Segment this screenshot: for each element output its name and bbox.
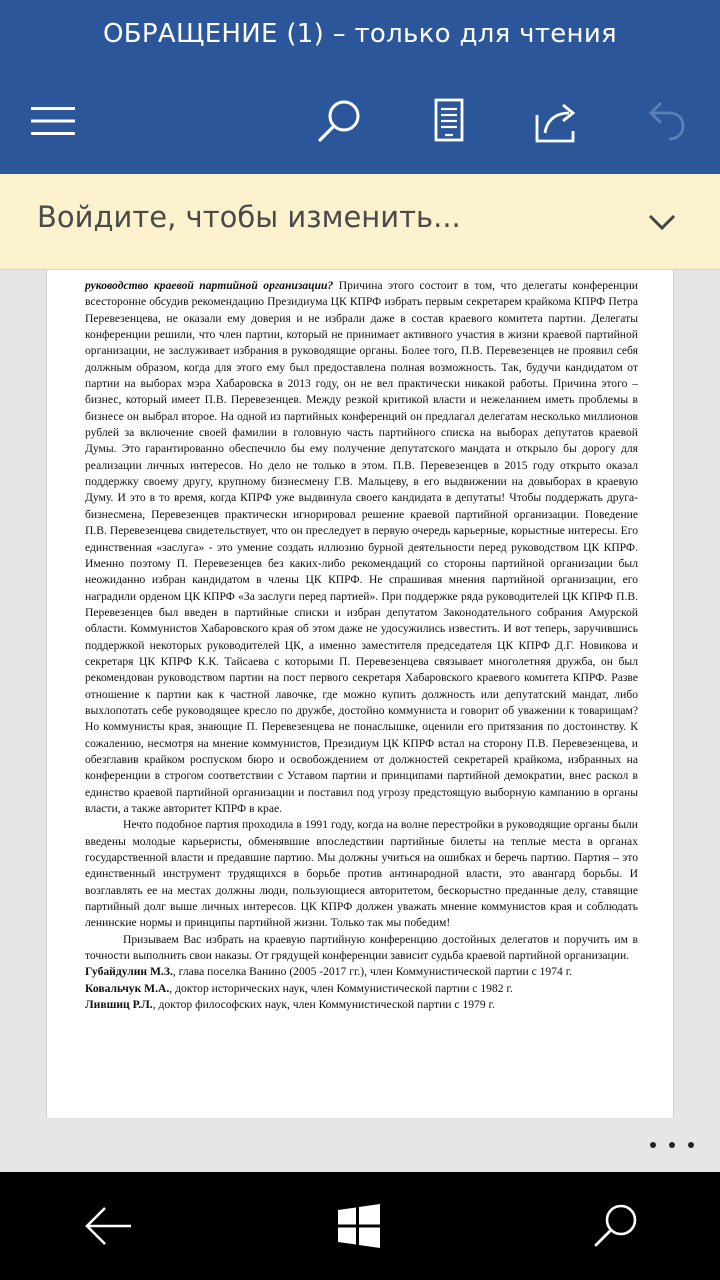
menu-icon — [29, 104, 77, 138]
search-button-system[interactable] — [584, 1194, 648, 1258]
document-body — [85, 278, 638, 1013]
menu-button[interactable] — [18, 86, 88, 156]
window-title: ОБРАЩЕНИЕ (1) – только для чтения — [0, 0, 720, 68]
search-button[interactable] — [305, 86, 375, 156]
undo-icon — [641, 97, 689, 145]
sign-in-prompt[interactable]: Войдите, чтобы изменить... — [37, 200, 461, 234]
start-button[interactable] — [327, 1194, 391, 1258]
app-toolbar — [0, 68, 720, 174]
paragraph-1-text: Причина этого состоит в том, что делегаты конференции всесторонне обсудив рекомендацию Президиума ЦК КПРФ избрать первым секретарем крайкома КПРФ Петра Перевезенцева, не оказали ему доверия и не избрали даже в состав краевого комитета партии. Делегаты конференции решили, что член партии, который не принимает активного участия в жизни краевой партийной организации, не заслуживает избрания в руководящие органы. Более того, П.В. Перевезенцев не проявил себя должным образом, когда для этого ему был предоставлена полная возможность. Так, будучи кандидатом от партии на выборах мэра Хабаровска в 2013 году, он не вел практически никакой работы. Причина этого – бизнес, который имеет П.В. Перевезенцев. Между резкой критикой власти и нежеланием иметь проблемы в бизнесе он выбрал второе. На одной из партийных конференций он предлагал делегатам несколько миллионов рублей за включение своей фамилии в головную часть партийного списка на выборах депутатов краевой Думы. Это гарантированно обеспечило бы ему получение депутатского мандата и открыло бы дорогу для реализации личных интересов. Но дело не только в этом. П.В. Перевезенцев в 2015 году открыто оказал поддержку своему другу, крупному бизнесмену Г.В. Мальцеву, в его выдвижении на довыборах в краевую Думу. И это в то время, когда КПРФ уже выдвинула своего кандидата в депутаты! Чтобы поддержать друга-бизнесмена, Перевезенцев практически игнорировал решение краевой партийной организации. Поведение П.В. Перевезенцева свидетельствует, что он преследует в первую очередь карьерные, корыстные интересы. Его единственная «заслуга» - это умение создать иллюзию бурной деятельности перед руководством ЦК КПРФ. Именно поэтому П. Перевезенцев без каких-либо рекомендаций со стороны партийной организации был неожиданно избран кандидатом в члены ЦК КПРФ. Не спрашивая мнения партийной организации, его наградили орденом ЦК КПРФ «За заслуги перед партией». При поддержке ряда руководителей ЦК КПРФ П.В. Перевезенцев был введен в партийные списки и избран депутатом Законодательного собрания Амурской области. Коммунистов Хабаровского края об этом даже не удосужились известить. И вот теперь, заручившись поддержкой некоторых руководителей ЦК, а именно заместителя председателя ЦК КПРФ Д.Г. Новикова и секретаря ЦК КПРФ К.К. Тайсаева с которыми П. Перевезенцева связывает многолетняя дружба, он был рекомендован руководством партии на пост первого секретаря Хабаровского краевого комитета КПРФ. Разве отношение к партии как к частной лавочке, где можно купить должность или депутатский мандат, либо выхлопотать себе руководящее кресло по дружбе, достойно коммуниста и говорит об уважении к товарищам? Но коммунисты края, знающие П. Перевезенцева не понаслышке, оценили его притязания по достоинству. К сожалению, несмотря на мнение коммунистов, Президиум ЦК КПРФ встал на сторону П.В. Перевезенцева, и обезглавив крайком роспуском бюро и освобождением от должностей секретарей крайкома, избранных на конференции в строгом соответствии с Уставом партии и принципами партийной демократии, внес раскол в единство краевой партийной организации и поставил под угрозу предстоящую выборную кампанию в органы власти, а также авторитет КПРФ в крае. — [85, 279, 638, 815]
search-icon — [591, 1201, 641, 1251]
reading-view-icon — [429, 97, 469, 145]
more-dots-icon[interactable] — [650, 1136, 694, 1154]
signature-3 — [85, 997, 638, 1013]
document-page[interactable] — [46, 270, 674, 1118]
dot — [688, 1142, 694, 1148]
windows-start-icon — [336, 1203, 382, 1249]
chevron-down-icon[interactable] — [644, 204, 680, 240]
back-button[interactable] — [76, 1194, 140, 1258]
lead-question: руководство краевой партийной организации? — [85, 279, 334, 292]
reading-view-button[interactable] — [414, 86, 484, 156]
back-arrow-icon — [83, 1204, 133, 1248]
paragraph-3: Призываем Вас избрать на краевую партийную конференцию достойных делегатов и поручить им в точности выполнить свои наказы. От грядущей конференции зависит судьба краевой партийной организации. — [85, 932, 638, 963]
system-navbar — [0, 1172, 720, 1280]
signature-1 — [85, 964, 638, 980]
undo-button[interactable] — [630, 86, 700, 156]
search-icon — [316, 97, 364, 145]
signature-name: Лившиц Р.Л. — [85, 998, 153, 1012]
signature-name: Губайдулин М.З. — [85, 965, 173, 979]
sign-in-bar[interactable] — [0, 174, 720, 270]
paragraph-2: Нечто подобное партия проходила в 1991 году, когда на волне перестройки в руководящие органы были введены молодые карьеристы, обменявшие впоследствии партийные билеты на теплые места в органах государственной власти и предавшие партию. Мы должны учиться на ошибках и беречь партию. Партия – это единственный инструмент трудящихся в борьбе против антинародной власти, это авангард борьбы. И возглавлять ее на местах должны люди, пользующиеся авторитетом, бескорыстно преданные делу, ставящие партийный долг выше личных интересов. ЦК КПРФ должен уважать мнение коммунистов края и соблюдать ленинские нормы и принципы партийной жизни. Только так мы победим! — [85, 818, 638, 930]
signature-2 — [85, 981, 638, 997]
app-bar — [0, 1118, 720, 1172]
share-icon — [533, 97, 581, 145]
paragraph-1 — [85, 278, 638, 817]
share-button[interactable] — [522, 86, 592, 156]
dot — [669, 1142, 675, 1148]
signature-name: Ковальчук М.А. — [85, 981, 170, 995]
dot — [650, 1142, 656, 1148]
signature-desc: , доктор исторических наук, член Коммунистической партии с 1982 г. — [169, 981, 513, 995]
signature-desc: , доктор философских наук, член Коммунистической партии с 1979 г. — [152, 998, 495, 1012]
signature-desc: , глава поселка Ванино (2005 -2017 гг.), член Коммунистической партии с 1974 г. — [172, 965, 573, 979]
